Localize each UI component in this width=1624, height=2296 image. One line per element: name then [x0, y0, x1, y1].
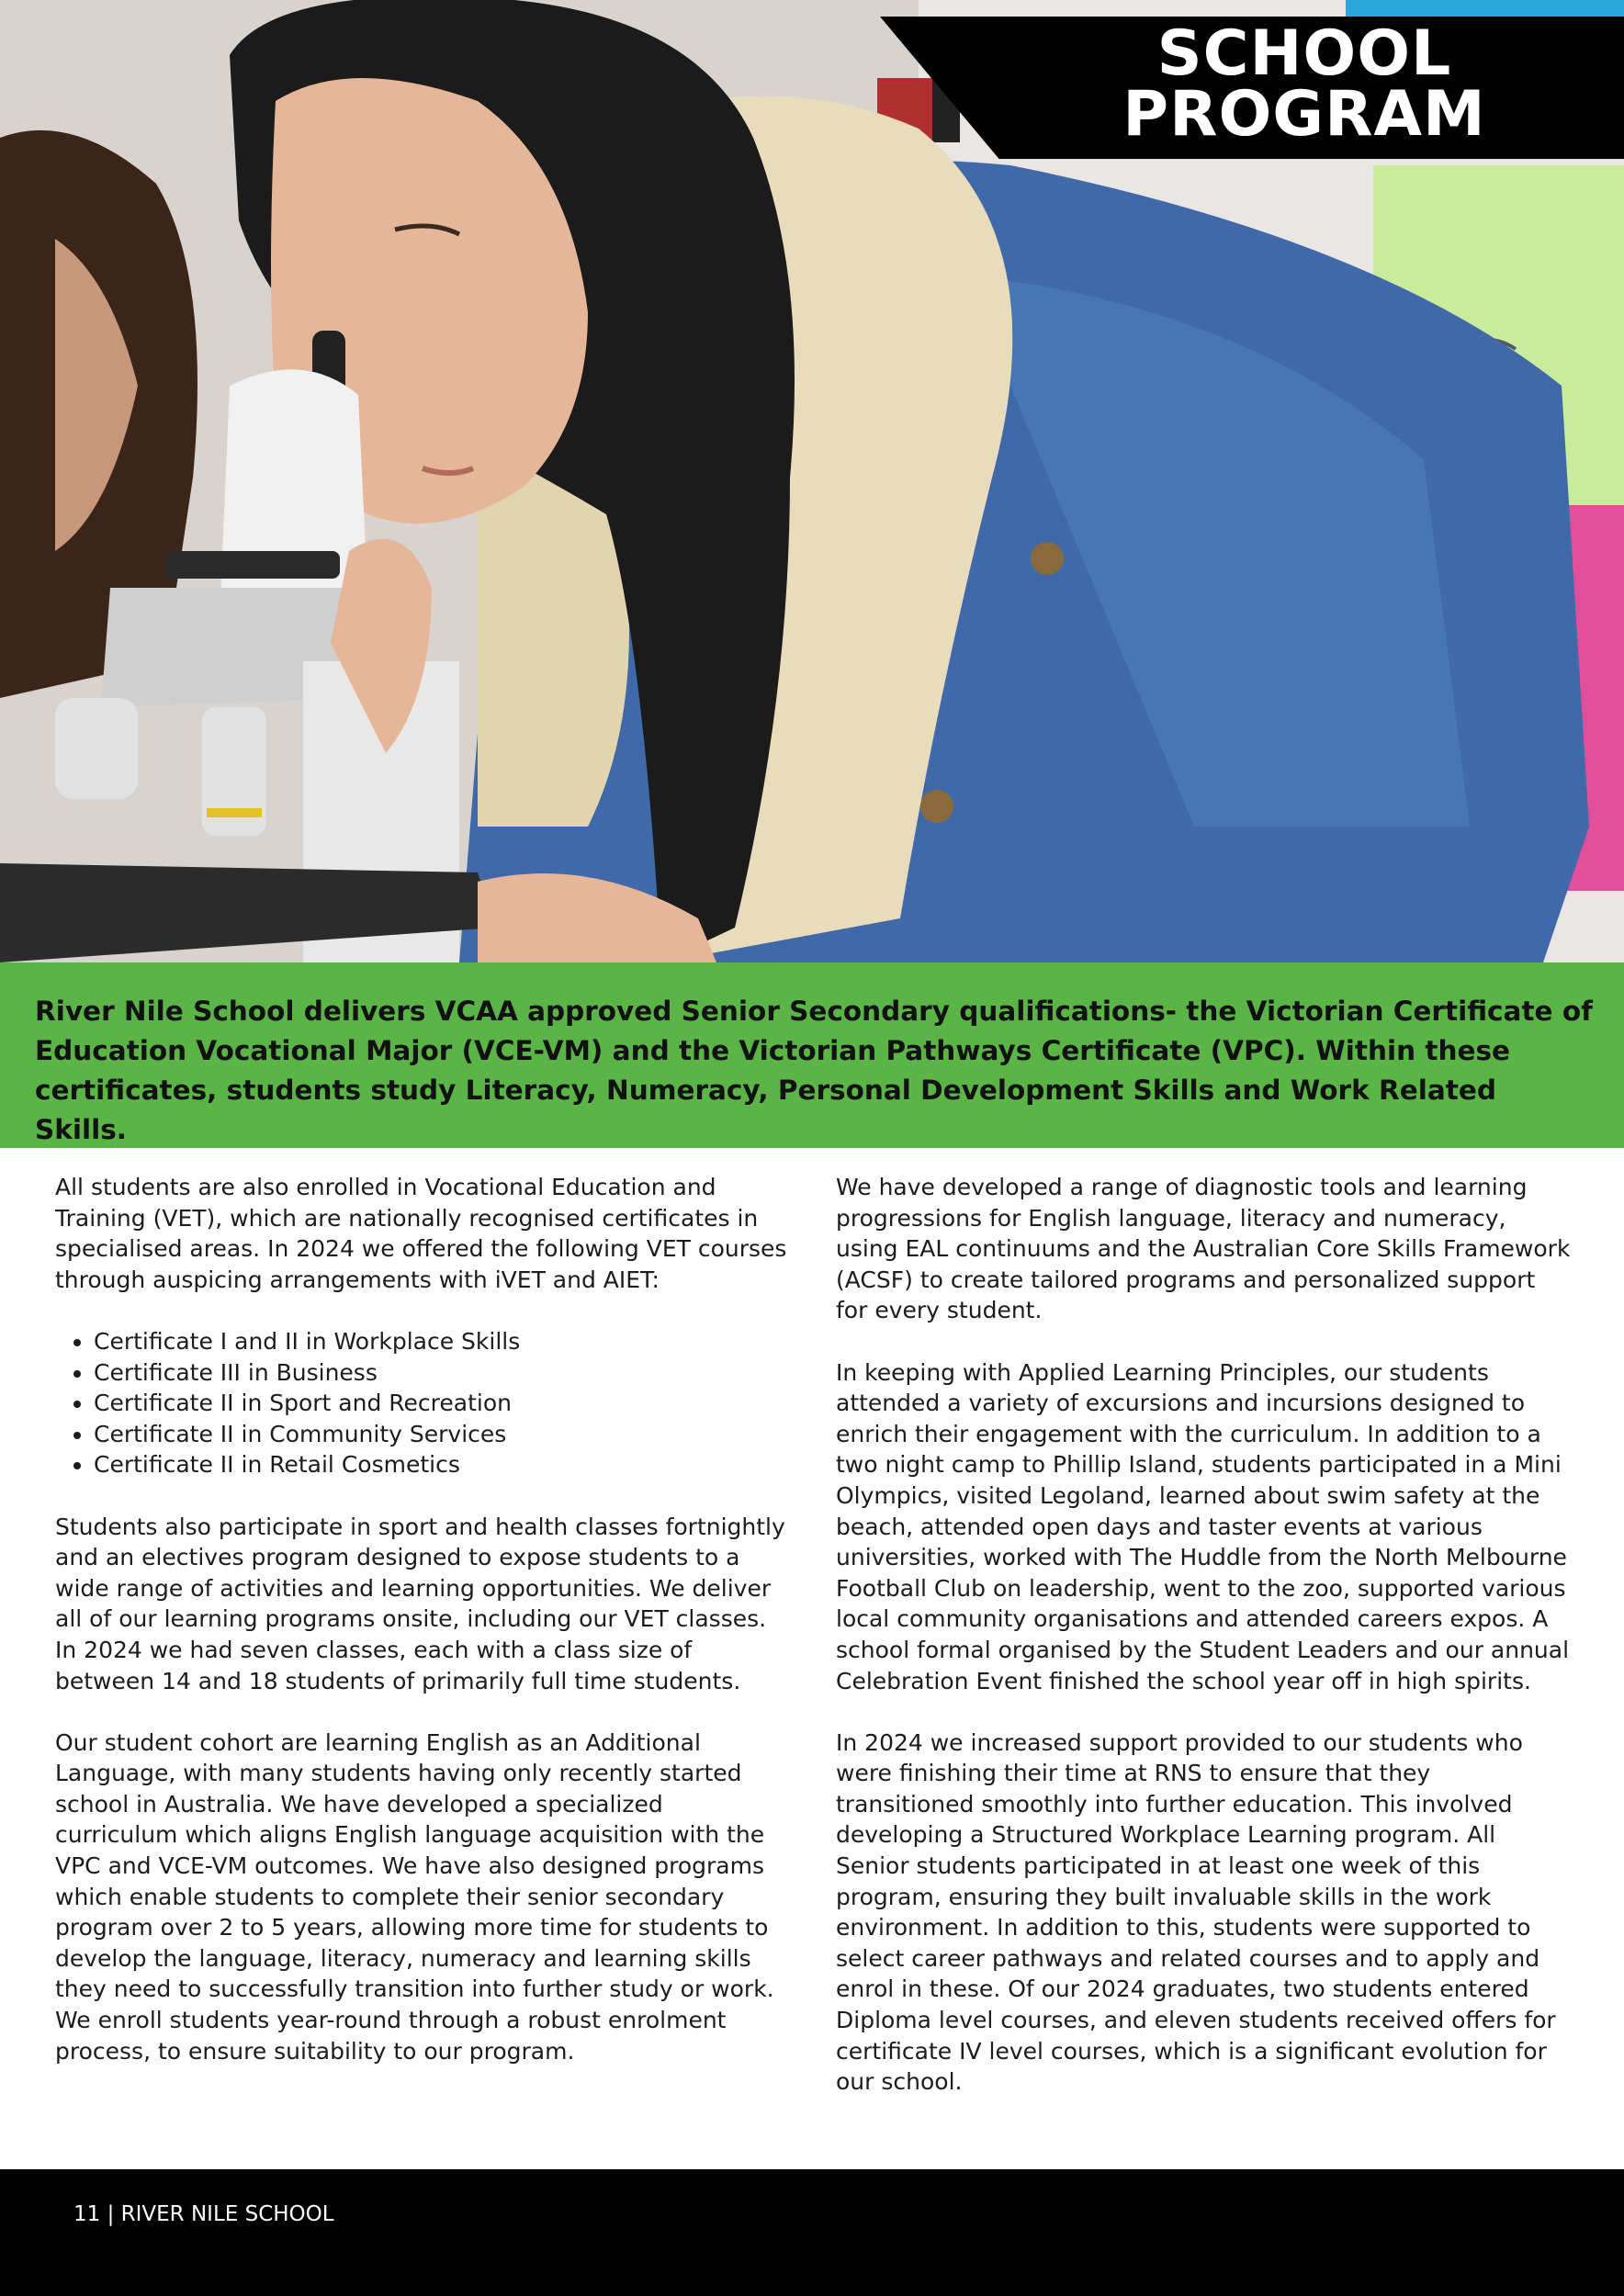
title-line-1: SCHOOL	[1156, 17, 1452, 90]
vet-course-list	[55, 1326, 790, 1480]
intro-panel	[0, 962, 1624, 1148]
right-column	[836, 1172, 1571, 2128]
diagnostic-tools-paragraph: We have developed a range of diagnostic tools and learning progressions for English language, literacy and numeracy, using EAL continuums and the Australian Core Skills Framework (ACSF) to create tailored programs and personalized support for every student.	[836, 1174, 1571, 1324]
sport-electives-paragraph: Students also participate in sport and health classes fortnightly and an electives program designed to expose students to a wide range of activities and learning opportunities. We deliver all of our learning programs onsite, including our VET classes. In 2024 we had seven classes, each with a class size of between 14 and 18 students of primarily full time students.	[55, 1513, 785, 1694]
title-line-2: PROGRAM	[1122, 78, 1486, 151]
list-item: • Certificate II in Community Services	[94, 1419, 790, 1450]
transition-support-paragraph: In 2024 we increased support provided to our students who were finishing their time at RNS to ensure that they transitioned smoothly into further education. This involved developing a Structured Workplace Learning program. All Senior students participated in at least one week of this program, ensuring they built invaluable skills in the work environment. In addition to this, students were supported to select career pathways and related courses and to apply and enrol in these. Of our 2024 graduates, two students entered Diploma level courses, and eleven students received offers for certificate IV level courses, which is a significant evolution for our school.	[836, 1728, 1556, 2096]
list-item: • Certificate II in Sport and Recreation	[94, 1388, 790, 1419]
left-column	[55, 1172, 790, 2098]
list-item: • Certificate I and II in Workplace Skills	[94, 1326, 790, 1357]
footer-page-label: 11 | RIVER NILE SCHOOL	[73, 2202, 334, 2226]
vet-intro-paragraph: All students are also enrolled in Vocational Education and Training (VET), which are nationally recognised certificates in specialised areas. In 2024 we offered the following VET courses through auspicing arrangements with iVET and AIET:	[55, 1174, 787, 1293]
list-item: • Certificate III in Business	[94, 1357, 790, 1389]
list-item: • Certificate II in Retail Cosmetics	[94, 1449, 790, 1480]
applied-learning-paragraph: In keeping with Applied Learning Principles, our students attended a variety of excursions and incursions designed to enrich their engagement with the curriculum. In addition to a two night camp to Phillip Island, students participated in a Mini Olympics, visited Legoland, learned about swim safety at the beach, attended open days and taster events at various universities, worked with The Huddle from the North Melbourne Football Club on leadership, went to the zoo, supported various local community organisations and attended careers expos. A school formal organised by the Student Leaders and our annual Celebration Event finished the school year off in high spirits.	[836, 1358, 1570, 1694]
intro-text: River Nile School delivers VCAA approved Senior Secondary qualifications- the Victorian Certificate of Education Vocational Major (VCE-VM) and the Victorian Pathways Certificate (VPC). Within these certificates, students study Literacy, Numeracy, Personal Development Skills and Work Related Skills.	[35, 996, 1593, 1145]
page-title	[1084, 17, 1525, 151]
student-cohort-paragraph: Our student cohort are learning English as an Additional Language, with many students having only recently started school in Australia. We have developed a specialized curriculum which aligns English language acquisition with the VPC and VCE-VM outcomes. We have also designed programs which enable students to complete their senior secondary program over 2 to 5 years, allowing more time for students to develop the language, literacy, numeracy and learning skills they need to successfully transition into further study or work. We enroll students year-round through a robust enrolment process, to ensure suitability to our program.	[55, 1728, 774, 2065]
page-footer	[0, 2169, 1624, 2296]
